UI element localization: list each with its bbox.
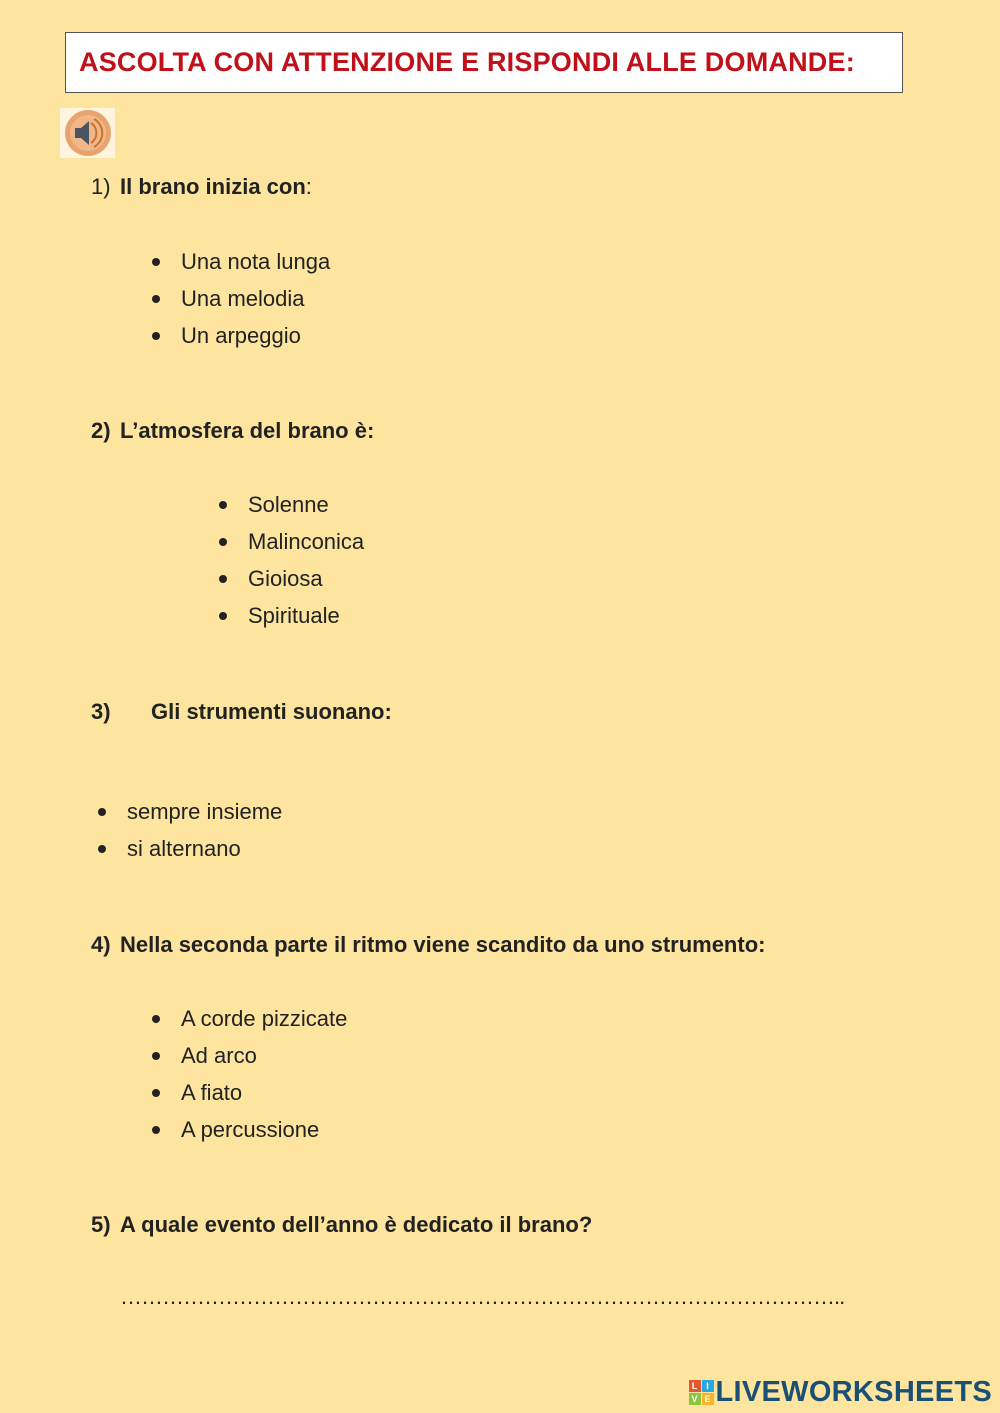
question-text-rest: : [305,174,312,199]
option-item[interactable]: sempre insieme [98,793,282,830]
option-item[interactable]: si alternano [98,830,282,867]
logo-letter: L [689,1380,701,1392]
liveworksheets-logo [689,1376,993,1409]
brand-text: LIVEWORKSHEETS [715,1376,992,1408]
title-box [65,32,903,93]
brand-logo-icon [689,1380,714,1405]
logo-letter: E [702,1393,714,1405]
speaker-icon [62,109,114,157]
option-item[interactable]: Gioiosa [219,560,364,597]
question-number: 2) [91,418,111,443]
question-text: Il brano inizia con [120,174,306,199]
question-5 [91,1212,592,1238]
question-text: L’atmosfera del brano è: [120,418,375,443]
question-text: Nella seconda parte il ritmo viene scandito da uno strumento: [120,932,766,957]
answer-input-line[interactable]: ………………………………………………………………………………………….. [120,1284,845,1309]
logo-letter: I [702,1380,714,1392]
option-item[interactable]: A fiato [152,1074,347,1111]
question-3 [91,699,392,725]
option-item[interactable]: Spirituale [219,597,364,634]
question-number: 3) [91,699,111,724]
option-item[interactable]: A corde pizzicate [152,1000,347,1037]
option-item[interactable]: Una nota lunga [152,243,330,280]
logo-letter: V [689,1393,701,1405]
option-item[interactable]: Un arpeggio [152,317,330,354]
question-1-options [152,243,330,354]
question-text: Gli strumenti suonano: [151,699,392,724]
audio-play-button[interactable] [60,108,115,158]
question-3-options [98,793,282,867]
option-item[interactable]: A percussione [152,1111,347,1148]
question-number: 4) [91,932,111,957]
question-number: 5) [91,1212,111,1237]
option-item[interactable]: Solenne [219,486,364,523]
question-2-options [219,486,364,634]
question-number: 1) [91,174,111,199]
question-1 [91,174,312,200]
page-title: ASCOLTA CON ATTENZIONE E RISPONDI ALLE DOMANDE: [79,47,855,77]
option-item[interactable]: Ad arco [152,1037,347,1074]
option-item[interactable]: Una melodia [152,280,330,317]
question-2 [91,418,374,444]
question-text: A quale evento dell’anno è dedicato il brano? [120,1212,593,1237]
question-4-options [152,1000,347,1148]
option-item[interactable]: Malinconica [219,523,364,560]
question-4 [91,932,765,958]
